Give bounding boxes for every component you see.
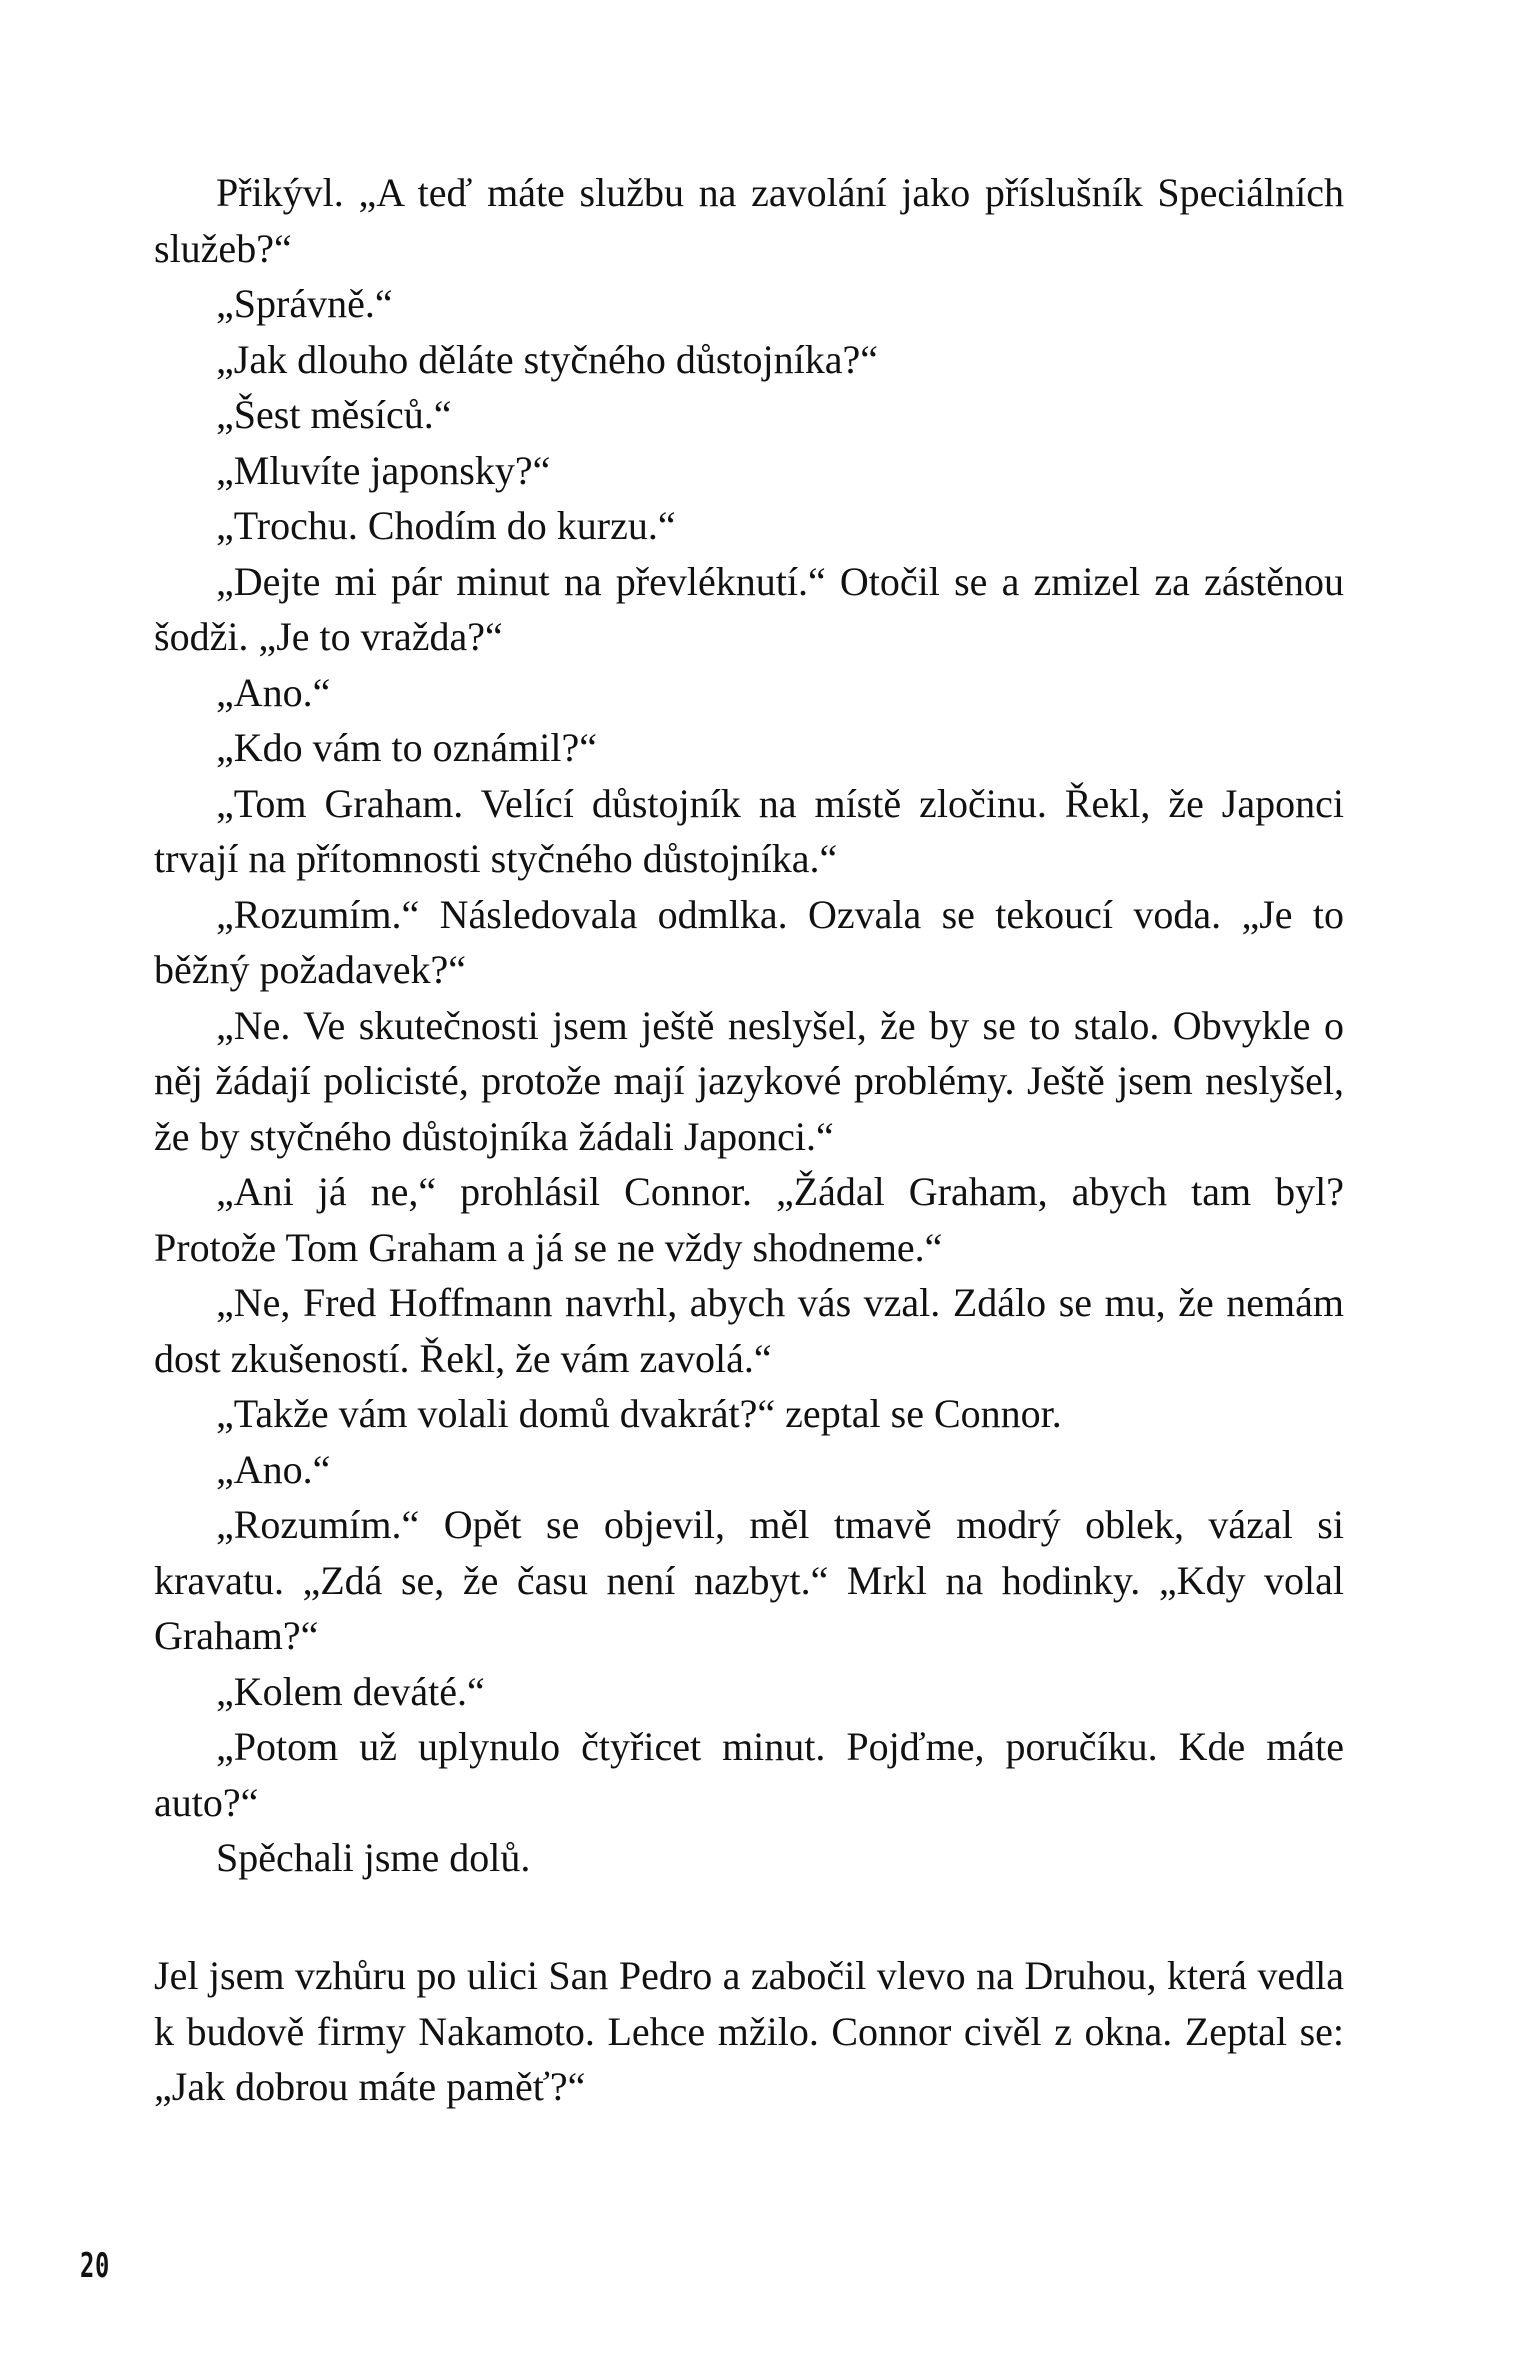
paragraph: „Šest měsíců.“ (216, 392, 452, 437)
paragraph: „Správně.“ (216, 281, 393, 326)
paragraph: „Kdo vám to oznámil?“ (216, 725, 597, 770)
text-section-1 (154, 165, 1344, 1886)
paragraph: „Jak dlouho děláte styčného důstojníka?“ (216, 336, 879, 382)
paragraph: Přikývl. „A teď máte službu na zavolání jako příslušník Speciálních služeb?“ (154, 170, 1344, 271)
page-number: 20 (80, 2246, 111, 2286)
paragraph: „Rozumím.“ Opět se objevil, měl tmavě modrý oblek, vázal si kravatu. „Zdá se, že času není nazbyt.“ Mrkl na hodinky. „Kdy volal Graham?“ (154, 1502, 1344, 1658)
paragraph: „Tom Graham. Velící důstojník na místě zločinu. Řekl, že Japonci trvají na přítomnosti styčného důstojníka.“ (154, 780, 1344, 881)
paragraph: „Ano.“ (216, 1446, 331, 1492)
paragraph: Spěchali jsme dolů. (216, 1835, 531, 1880)
paragraph: „Dejte mi pár minut na převléknutí.“ Otočil se a zmizel za zástěnou šodži. „Je to vražda?“ (154, 558, 1344, 659)
paragraph: „Trochu. Chodím do kurzu.“ (216, 503, 676, 548)
paragraph: „Ano.“ (216, 669, 331, 715)
paragraph: „Rozumím.“ Následovala odmlka. Ozvala se tekoucí voda. „Je to běžný požadavek?“ (154, 891, 1344, 992)
paragraph: „Ne. Ve skutečnosti jsem ještě neslyšel, že by se to stalo. Obvykle o něj žádají policisté, protože mají jazykové problémy. Ještě jsem neslyšel, že by styčného důstojníka žádali Japonci.“ (154, 1002, 1344, 1159)
paragraph: „Ani já ne,“ prohlásil Connor. „Žádal Graham, abych tam byl? Protože Tom Graham a já se ne vždy shodneme.“ (154, 1169, 1344, 1270)
paragraph: „Kolem deváté.“ (216, 1668, 485, 1714)
paragraph: Jel jsem vzhůru po ulici San Pedro a zabočil vlevo na Druhou, která vedla k budově firmy Nakamoto. Lehce mžilo. Connor civěl z okna. Zeptal se: „Jak dobrou máte paměť?“ (154, 1953, 1344, 2109)
paragraph: „Takže vám volali domů dvakrát?“ zeptal se Connor. (216, 1391, 1062, 1436)
paragraph: „Ne, Fred Hoffmann navrhl, abych vás vzal. Zdálo se mu, že nemám dost zkušeností. Řekl, že vám zavolá.“ (154, 1280, 1344, 1381)
paragraph: „Potom už uplynulo čtyřicet minut. Pojďme, poručíku. Kde máte auto?“ (154, 1724, 1344, 1825)
paragraph: „Mluvíte japonsky?“ (216, 447, 551, 493)
text-section-2 (154, 1948, 1344, 2115)
